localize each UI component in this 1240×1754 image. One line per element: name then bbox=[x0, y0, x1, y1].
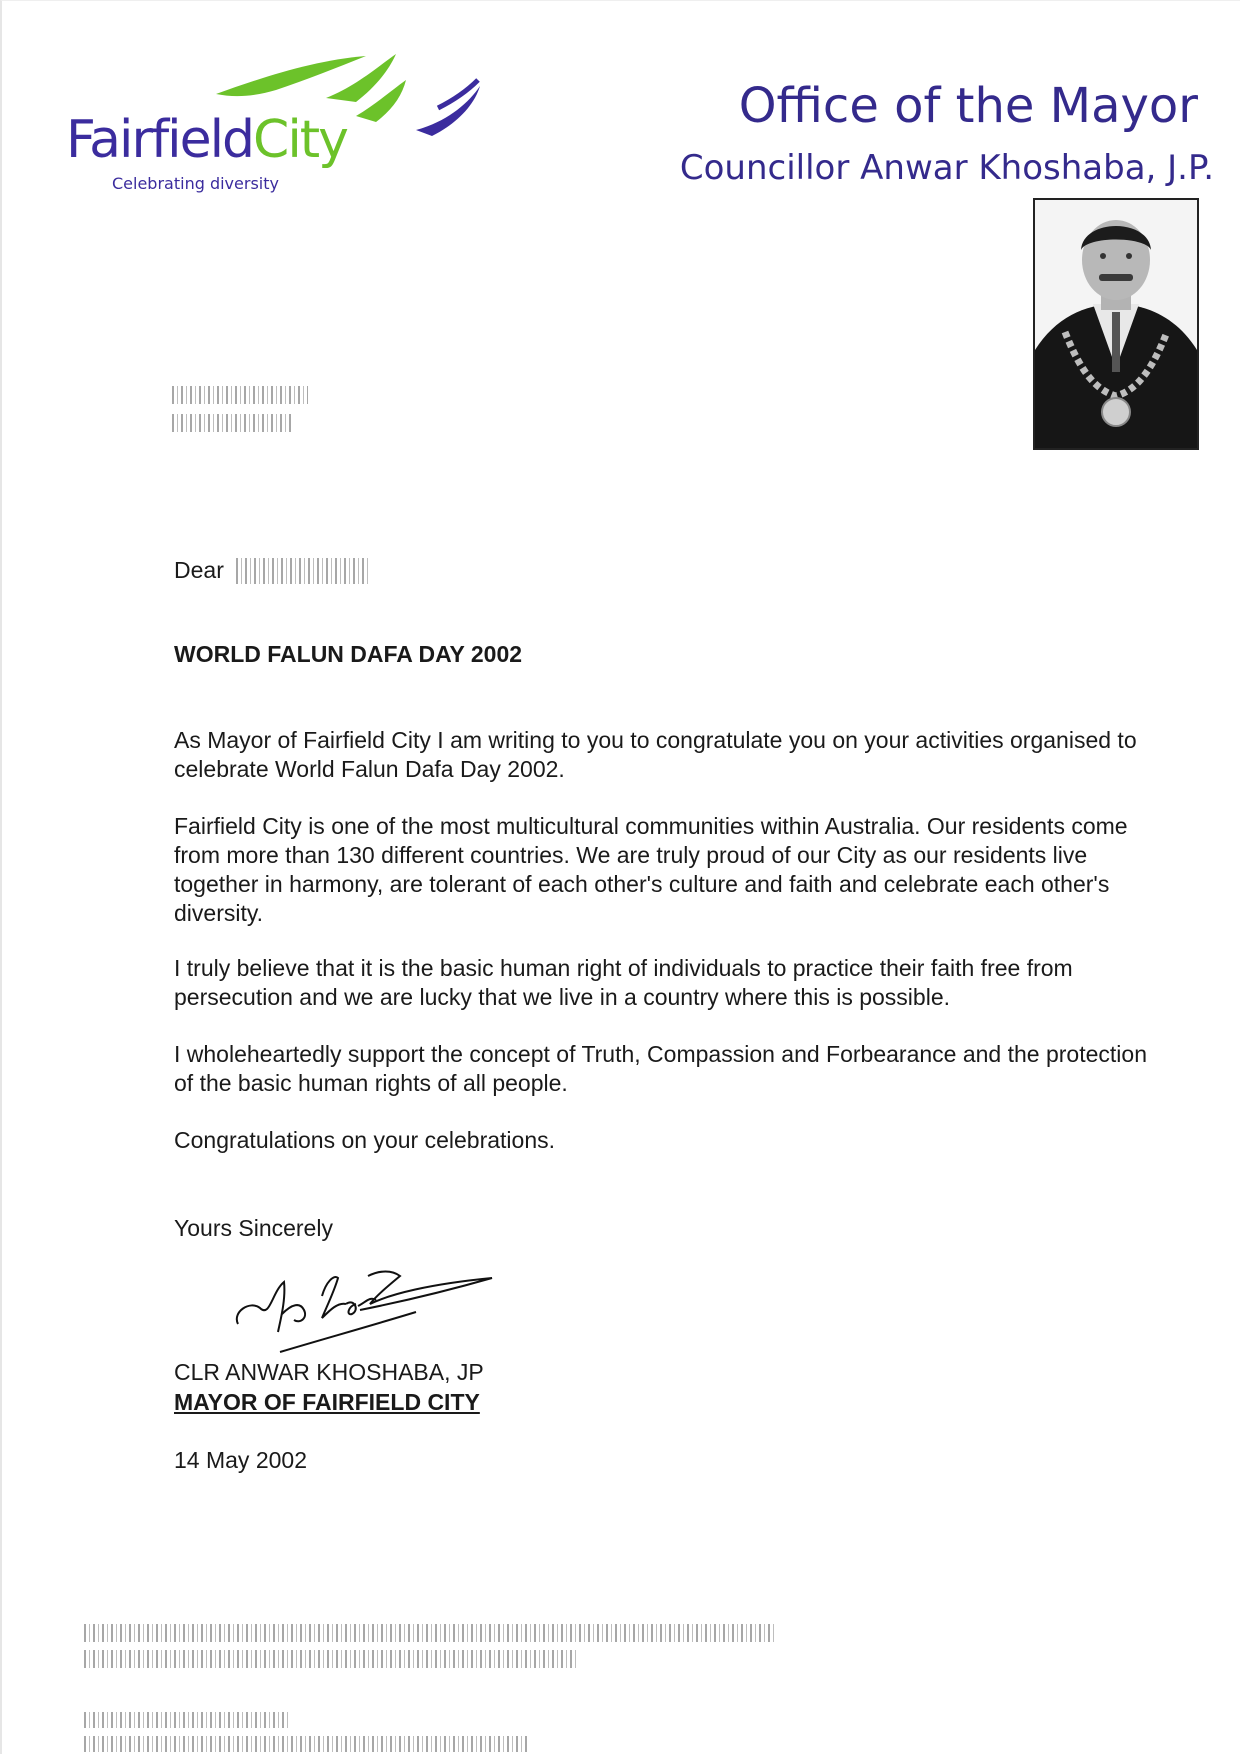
letter-paragraph: Fairfield City is one of the most multicultural communities within Australia. Our residents come from more than 130 different countries. We are truly proud of our City as our residents live together in harmony, are tolerant of each other's culture and faith and celebrate each other's diversity. bbox=[174, 813, 1128, 926]
redacted-footer-line bbox=[84, 1736, 528, 1752]
logo-tagline: Celebrating diversity bbox=[112, 174, 279, 193]
salutation-word: Dear bbox=[174, 557, 224, 583]
logo-wordmark-fairfield: Fairfield bbox=[66, 110, 254, 170]
redacted-address bbox=[172, 414, 294, 432]
portrait-image bbox=[1035, 200, 1197, 448]
letter-paragraph: Congratulations on your celebrations. bbox=[174, 1127, 556, 1153]
handwritten-signature bbox=[230, 1252, 500, 1358]
fairfield-city-logo bbox=[66, 40, 426, 210]
redacted-footer-line bbox=[84, 1712, 290, 1728]
redacted-footer-line bbox=[84, 1624, 774, 1642]
letter-paragraph: I wholeheartedly support the concept of Truth, Compassion and Forbearance and the protection of the basic human rights of all people. bbox=[174, 1041, 1147, 1096]
signer-title: MAYOR OF FAIRFIELD CITY bbox=[174, 1389, 480, 1415]
letter-paragraph: I truly believe that it is the basic human right of individuals to practice their faith free from persecution and we are lucky that we live in a country where this is possible. bbox=[174, 955, 1073, 1010]
redacted-footer-line bbox=[84, 1650, 576, 1668]
letter-paragraph: As Mayor of Fairfield City I am writing to you to congratulate you on your activities organised to celebrate World Falun Dafa Day 2002. bbox=[174, 727, 1137, 782]
councillor-name: Councillor Anwar Khoshaba, J.P. bbox=[679, 148, 1214, 188]
office-title: Office of the Mayor bbox=[738, 78, 1198, 134]
salutation bbox=[174, 556, 224, 585]
logo-wordmark bbox=[66, 110, 347, 170]
letter-date: 14 May 2002 bbox=[174, 1447, 307, 1473]
closing: Yours Sincerely bbox=[174, 1215, 333, 1241]
mayor-portrait-photo bbox=[1033, 198, 1199, 450]
letter-subject: WORLD FALUN DAFA DAY 2002 bbox=[174, 641, 523, 667]
redacted-address bbox=[172, 386, 308, 404]
redacted-recipient-name bbox=[236, 558, 370, 584]
signer-name: CLR ANWAR KHOSHABA, JP bbox=[174, 1359, 484, 1385]
logo-wordmark-city: City bbox=[253, 110, 347, 170]
